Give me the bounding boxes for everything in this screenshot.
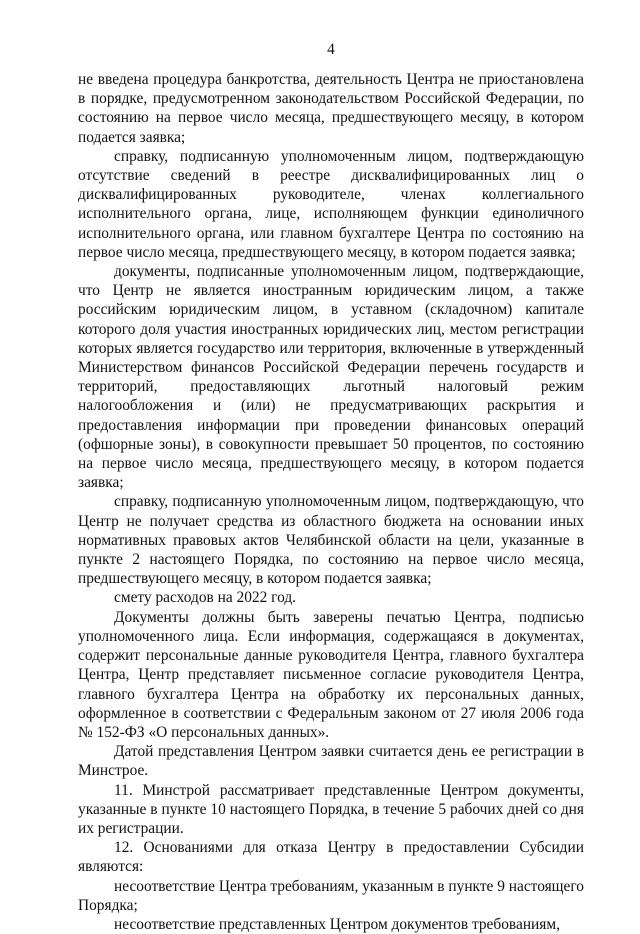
paragraph-bankruptcy: не введена процедура банкротства, деятельность Центра не приостановлена в порядке, предусмотренном законодательством Российской Федерации, по состоянию на первое число месяца, предшествующего месяцу, в котором подается заявка; — [78, 71, 584, 146]
paragraph-noncompliance-requirements: несоответствие Центра требованиям, указанным в пункте 9 настоящего Порядка; — [78, 877, 584, 914]
paragraph-item-12: 12. Основаниями для отказа Центру в предоставлении Субсидии являются: — [78, 839, 584, 876]
paragraph-cost-estimate: смету расходов на 2022 год. — [114, 589, 297, 607]
page-number: 4 — [327, 41, 335, 58]
paragraph-submission-date: Датой представления Центром заявки считается день ее регистрации в Минстрое. — [78, 743, 584, 780]
paragraph-budget-funds-certificate: справку, подписанную уполномоченным лицом, подтверждающую, что Центр не получает средства из областного бюджета на основании иных нормативных правовых актов Челябинской области на цели, указанные в пункте 2 настоящего Порядка, по состоянию на первое число месяца, предшествующего месяцу, в котором подается заявка; — [78, 493, 584, 588]
paragraph-noncompliance-documents: несоответствие представленных Центром документов требованиям, — [114, 915, 560, 933]
paragraph-item-11: 11. Минстрой рассматривает представленные Центром документы, указанные в пункте 10 настоящего Порядка, в течение 5 рабочих дней со дня их регистрации. — [78, 781, 584, 837]
paragraph-foreign-entity-documents: документы, подписанные уполномоченным лицом, подтверждающие, что Центр не является иностранным юридическим лицом, а также российским юридическим лицом, в уставном (складочном) капитале которого доля участия иностранных юридических лиц, местом регистрации которых является государство или территория, включенные в утвержденный Министерством финансов Российской Федерации перечень государств и территорий, предоставляющих льготный налоговый режим налогообложения и (или) не предусматривающих раскрытия и предоставления информации при проведении финансовых операций (офшорные зоны), в совокупности превышает 50 процентов, по состоянию на первое число месяца, предшествующего месяцу, в котором подается заявка; — [78, 263, 584, 492]
paragraph-documents-certification: Документы должны быть заверены печатью Центра, подписью уполномоченного лица. Если информация, содержащаяся в документах, содержит персональные данные руководителя Центра, главного бухгалтера Центра, Центр представляет письменное согласие руководителя Центра, главного бухгалтера Центра на обработку их персональных данных, оформленное в соответствии с Федеральным законом от 27 июля 2006 года № 152-ФЗ «О персональных данных». — [78, 608, 584, 741]
paragraph-disqualified-certificate: справку, подписанную уполномоченным лицом, подтверждающую отсутствие сведений в реестре дисквалифицированных лиц о дисквалифицированных руководителе, членах коллегиального исполнительного органа, лице, исполняющем функции единоличного исполнительного органа, или главном бухгалтере Центра по состоянию на первое число месяца, предшествующего месяцу, в котором подается заявка; — [78, 147, 584, 261]
